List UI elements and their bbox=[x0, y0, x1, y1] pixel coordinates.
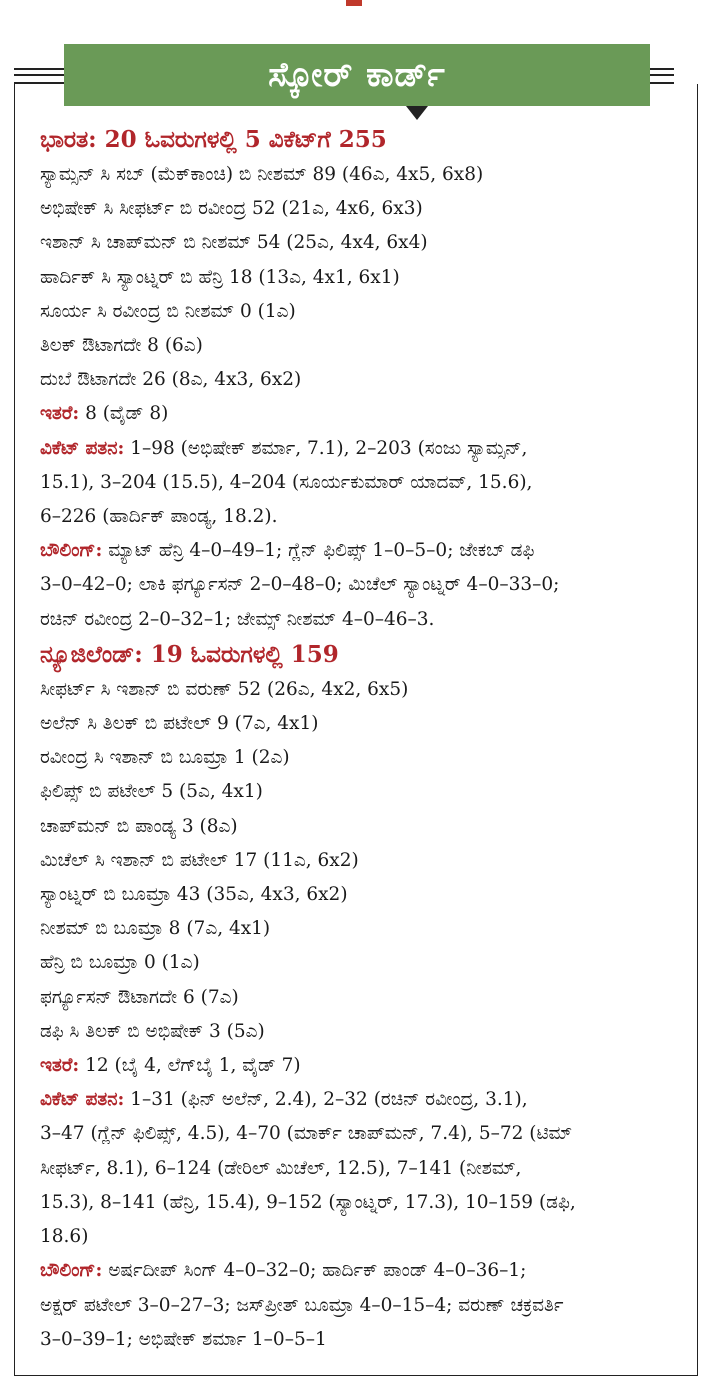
extras-label: ಇತರೆ: bbox=[40, 1055, 80, 1077]
innings-india bbox=[40, 122, 680, 637]
fall-of-wickets-line bbox=[40, 432, 680, 466]
fall-of-wickets-line: 15.3), 8–141 (ಹೆನ್ರಿ, 15.4), 9–152 (ಸ್ಯಾಂಟ್ನರ್, 17.3), 10–159 (ಡಫಿ, bbox=[40, 1191, 576, 1213]
page-title: ಸ್ಕೋರ್ ಕಾರ್ಡ್ bbox=[268, 55, 446, 95]
batting-line: ಡಫಿ ಸಿ ತಿಲಕ್ ಬಿ ಅಭಿಷೇಕ್ 3 (5ಎ) bbox=[40, 1020, 265, 1042]
scorecard-content bbox=[40, 122, 680, 1357]
bowling-line: 3–0–42–0; ಲಾಕಿ ಫರ್ಗ್ಯೂಸನ್ 2–0–48–0; ಮಿಚೆಲ್ ಸ್ಯಾಂಟ್ನರ್ 4–0–33–0; bbox=[40, 574, 560, 596]
fall-of-wickets-line: ಸೀಫರ್ಟ್, 8.1), 6–124 (ಡೇರಿಲ್ ಮಿಚೆಲ್, 12.5), 7–141 (ನೀಶಮ್, bbox=[40, 1157, 522, 1179]
batting-line: ಸೂರ್ಯ ಸಿ ರವೀಂದ್ರ ಬಿ ನೀಶಮ್ 0 (1ಎ) bbox=[40, 300, 296, 322]
bowling-text: ಮ್ಯಾಟ್ ಹೆನ್ರಿ 4–0–49–1; ಗ್ಲೆನ್ ಫಿಲಿಪ್ಸ್ 1–0–5–0; ಜೇಕಬ್ ಡಫಿ bbox=[102, 540, 535, 562]
fall-of-wickets-line: 6–226 (ಹಾರ್ದಿಕ್ ಪಾಂಡ್ಯ, 18.2). bbox=[40, 506, 278, 528]
innings-heading: ನ್ಯೂಜಿಲೆಂಡ್: 19 ಓವರುಗಳಲ್ಲಿ 159 bbox=[40, 640, 339, 668]
bowling-label: ಬೌಲಿಂಗ್: bbox=[40, 540, 103, 562]
extras-value: 12 (ಬೈ 4, ಲೆಗ್‌ಬೈ 1, ವೈಡ್ 7) bbox=[79, 1055, 301, 1077]
batting-line: ಸ್ಯಾಂಟ್ನರ್ ಬಿ ಬೂಮ್ರಾ 43 (35ಎ, 4x3, 6x2) bbox=[40, 884, 348, 906]
batting-line: ಫಿಲಿಪ್ಸ್ ಬಿ ಪಟೇಲ್ 5 (5ಎ, 4x1) bbox=[40, 781, 263, 803]
batting-line: ಸ್ಯಾಮ್ಸನ್ ಸಿ ಸಬ್ (ಮೆಕ್‌ಕಾಂಚಿ) ಬಿ ನೀಶಮ್ 89 (46ಎ, 4x5, 6x8) bbox=[40, 164, 484, 185]
bowling-text: ಅರ್ಷದೀಪ್ ಸಿಂಗ್ 4–0–32–0; ಹಾರ್ದಿಕ್ ಪಾಂಡ್ 4–0–36–1; bbox=[102, 1260, 527, 1282]
innings-heading: ಭಾರತ: 20 ಓವರುಗಳಲ್ಲಿ 5 ವಿಕೆಟ್‌ಗೆ 255 bbox=[40, 126, 387, 153]
innings-new-zealand bbox=[40, 637, 680, 1357]
batting-line: ಚಾಪ್‌ಮನ್ ಬಿ ಪಾಂಡ್ಯ 3 (8ಎ) bbox=[40, 815, 238, 837]
fall-of-wickets-text: 1–31 (ಫಿನ್ ಅಲೆನ್, 2.4), 2–32 (ರಚಿನ್ ರವೀಂದ್ರ, 3.1), bbox=[124, 1089, 528, 1111]
extras-label: ಇತರೆ: bbox=[40, 403, 80, 425]
bowling-line bbox=[40, 534, 680, 568]
batting-line: ದುಬೆ ಔಟಾಗದೇ 26 (8ಎ, 4x3, 6x2) bbox=[40, 369, 302, 391]
batting-line: ಇಶಾನ್ ಸಿ ಚಾಪ್‌ಮನ್ ಬಿ ನೀಶಮ್ 54 (25ಎ, 4x4, 6x4) bbox=[40, 232, 428, 254]
batting-line: ತಿಲಕ್ ಔಟಾಗದೇ 8 (6ಎ) bbox=[40, 335, 203, 357]
batting-line: ಸೀಫರ್ಟ್ ಸಿ ಇಶಾನ್ ಬಿ ವರುಣ್ 52 (26ಎ, 4x2, 6x5) bbox=[40, 678, 409, 700]
fall-of-wickets-line: 18.6) bbox=[40, 1226, 89, 1248]
extras-line bbox=[40, 397, 680, 431]
bowling-line: ಅಕ್ಷರ್ ಪಟೇಲ್ 3–0–27–3; ಜಸ್‌ಪ್ರೀತ್ ಬೂಮ್ರಾ 4–0–15–4; ವರುಣ್ ಚಕ್ರವರ್ತಿ bbox=[40, 1294, 564, 1316]
batting-line: ಹೆನ್ರಿ ಬಿ ಬೂಮ್ರಾ 0 (1ಎ) bbox=[40, 952, 200, 974]
bowling-label: ಬೌಲಿಂಗ್: bbox=[40, 1260, 103, 1282]
fall-of-wickets-text: 1–98 (ಅಭಿಷೇಕ್ ಶರ್ಮಾ, 7.1), 2–203 (ಸಂಜು ಸ್ಯಾಮ್ಸನ್, bbox=[124, 437, 528, 459]
fall-of-wickets-line: 15.1), 3–204 (15.5), 4–204 (ಸೂರ್ಯಕುಮಾರ್ ಯಾದವ್, 15.6), bbox=[40, 471, 533, 493]
fall-of-wickets-label: ವಿಕೆಟ್ ಪತನ: bbox=[40, 437, 125, 459]
extras-line bbox=[40, 1049, 680, 1083]
fall-of-wickets-label: ವಿಕೆಟ್ ಪತನ: bbox=[40, 1089, 125, 1111]
batting-line: ರವೀಂದ್ರ ಸಿ ಇಶಾನ್ ಬಿ ಬೂಮ್ರಾ 1 (2ಎ) bbox=[40, 747, 290, 769]
batting-line: ಹಾರ್ದಿಕ್ ಸಿ ಸ್ಯಾಂಟ್ನರ್ ಬಿ ಹೆನ್ರಿ 18 (13ಎ, 4x1, 6x1) bbox=[40, 266, 400, 288]
batting-line: ಅಭಿಷೇಕ್ ಸಿ ಸೀಫರ್ಟ್ ಬಿ ರವೀಂದ್ರ 52 (21ಎ, 4x6, 6x3) bbox=[40, 198, 423, 220]
title-banner bbox=[64, 44, 650, 106]
fall-of-wickets-line bbox=[40, 1083, 680, 1117]
extras-value: 8 (ವೈಡ್ 8) bbox=[79, 403, 169, 425]
batting-line: ನೀಶಮ್ ಬಿ ಬೂಮ್ರಾ 8 (7ಎ, 4x1) bbox=[40, 918, 271, 940]
bowling-line: ರಚಿನ್ ರವೀಂದ್ರ 2–0–32–1; ಜೇಮ್ಸ್ ನೀಶಮ್ 4–0–46–3. bbox=[40, 608, 435, 630]
batting-line: ಅಲೆನ್ ಸಿ ತಿಲಕ್ ಬಿ ಪಟೇಲ್ 9 (7ಎ, 4x1) bbox=[40, 713, 319, 735]
banner-pointer bbox=[406, 106, 428, 120]
top-accent-mark bbox=[346, 0, 362, 6]
bowling-line: 3–0–39–1; ಅಭಿಷೇಕ್ ಶರ್ಮಾ 1–0–5–1 bbox=[40, 1328, 327, 1350]
batting-line: ಫರ್ಗ್ಯೂಸನ್ ಔಟಾಗದೇ 6 (7ಎ) bbox=[40, 986, 239, 1008]
bowling-line bbox=[40, 1254, 680, 1288]
batting-line: ಮಿಚೆಲ್ ಸಿ ಇಶಾನ್ ಬಿ ಪಟೇಲ್ 17 (11ಎ, 6x2) bbox=[40, 849, 359, 871]
fall-of-wickets-line: 3–47 (ಗ್ಲೆನ್ ಫಿಲಿಪ್ಸ್, 4.5), 4–70 (ಮಾರ್ಕ್ ಚಾಪ್‌ಮನ್, 7.4), 5–72 (ಟಿಮ್ bbox=[40, 1123, 573, 1145]
